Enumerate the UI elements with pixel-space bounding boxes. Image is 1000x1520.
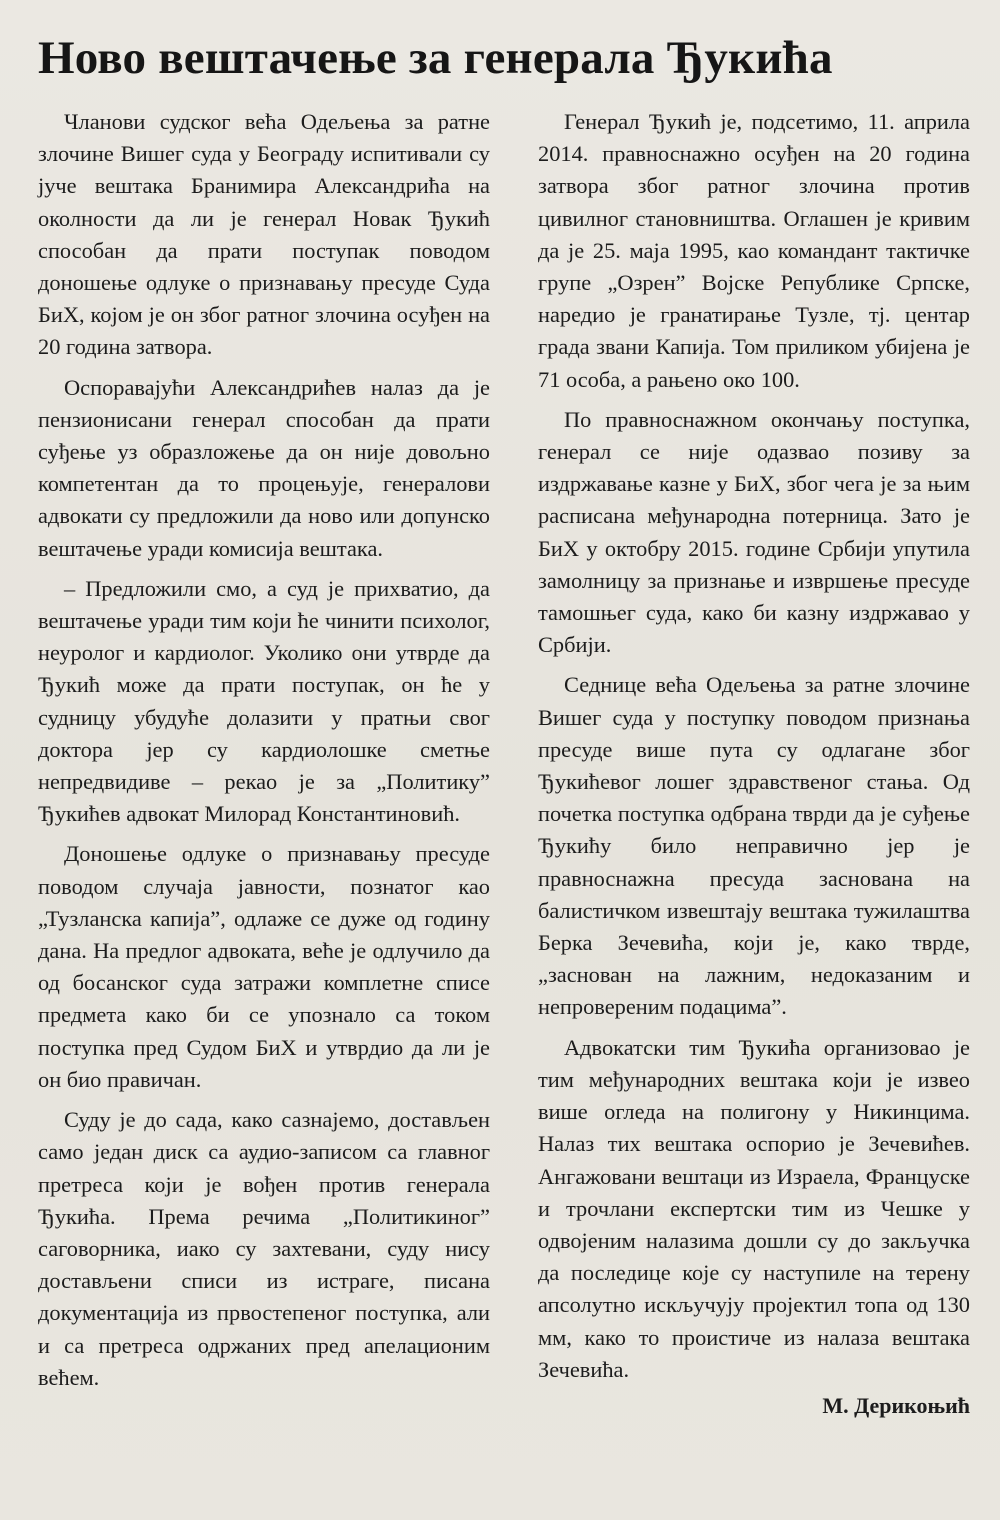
paragraph: Чланови судског већа Одељења за ратне злочине Вишег суда у Београду испитивали су јуче вештака Бранимира Александрића на околности да ли је генерал Новак Ђукић способан да прати поступак поводом доношење одлуке о признавању пресуде Суда БиХ, којом је он због ратног злочина осуђен на 20 година затвора. <box>38 109 490 360</box>
paragraph: Оспоравајући Александрићев налаз да је пензионисани генерал способан да прати суђење уз образложење да он није довољно компетентан да то процењује, генералови адвокати су предложили да ново или допунско вештачење уради комисија вештака. <box>38 374 490 561</box>
paragraph: Седнице већа Одељења за ратне злочине Вишег суда у поступку поводом признања пресуде више пута су одлагане због Ђукићевог лошег здравственог стања. Од почетка поступка одбрана тврди да је суђење Ђукићу било неправично јер је правноснажна пресуда заснована на балистичком извештају вештака тужилаштва Берка Зечевића, који је, како тврде, „заснован на лажним, недоказаним и непровереним подацима”. <box>538 672 970 1020</box>
paragraph: – Предложили смо, а суд је прихватио, да вештачење уради тим који ће чинити психолог, неуролог и кардиолог. Уколико они утврде да Ђукић може да прати поступак, он ће у судницу убудуће долазити у пратњи свог доктора јер су кардиолошке сметње непредвидиве – рекао је за „Политику” Ђукићев адвокат Милорад Константиновић. <box>38 575 490 827</box>
paragraph: Адвокатски тим Ђукића организовао је тим међународних вештака који је извео више огледа на полигону у Никинцима. Налаз тих вештака оспорио је Зечевићев. Ангажовани вештаци из Израела, Француске и трочлани експертски тим из Чешке у одвојеним налазима дошли су до закључка да последице које су наступиле на терену апсолутно искључују пројектил топа од 130 мм, како то проистиче из налаза вештака Зечевића. <box>538 1034 970 1382</box>
paragraph: Суду је до сада, како сазнајемо, достављен само један диск са аудио-записом са главног претреса који је вођен против генерала Ђукића. Према речима „Политикиног” саговорника, иако су захтевани, суду нису достављени списи из истраге, писана документација из првостепеног поступка, али и са претреса одржаних пред апелационим већем. <box>38 1107 490 1390</box>
left-column <box>38 106 490 1422</box>
paragraph: По правноснажном окончању поступка, генерал се није одазвао позиву за издржавање казне у БиХ, због чега је за њим расписана међународна потерница. Зато је БиХ у октобру 2015. године Србији упутила замолницу за признање и извршење пресуде тамошњег суда, како би казну издржавао у Србији. <box>538 406 970 658</box>
author-byline: М. Дерикоњић <box>822 1392 970 1418</box>
paragraph: Генерал Ђукић је, подсетимо, 11. априла 2014. правноснажно осуђен на 20 година затвора због ратног злочина против цивилног становништва. Оглашен је кривим да је 25. маја 1995, као командант тактичке групе „Озрен” Војске Републике Српске, наредио је гранатирање Тузле, тј. центар града звани Капија. Том приликом убијена је 71 особа, а рањено око 100. <box>538 109 970 392</box>
paragraph: Доношење одлуке о признавању пресуде поводом случаја јавности, познатог као „Тузланска капија”, одлаже се дуже од годину дана. На предлог адвоката, веће је одлучило да од босанског суда затражи комплетне списе предмета како би се упознало са током поступка пред Судом БиХ и утврдио да ли је он био правичан. <box>38 841 490 1092</box>
article-headline: Ново вештачење за генерала Ђукића <box>38 32 833 84</box>
article-body <box>38 106 972 1422</box>
right-column <box>538 106 970 1422</box>
